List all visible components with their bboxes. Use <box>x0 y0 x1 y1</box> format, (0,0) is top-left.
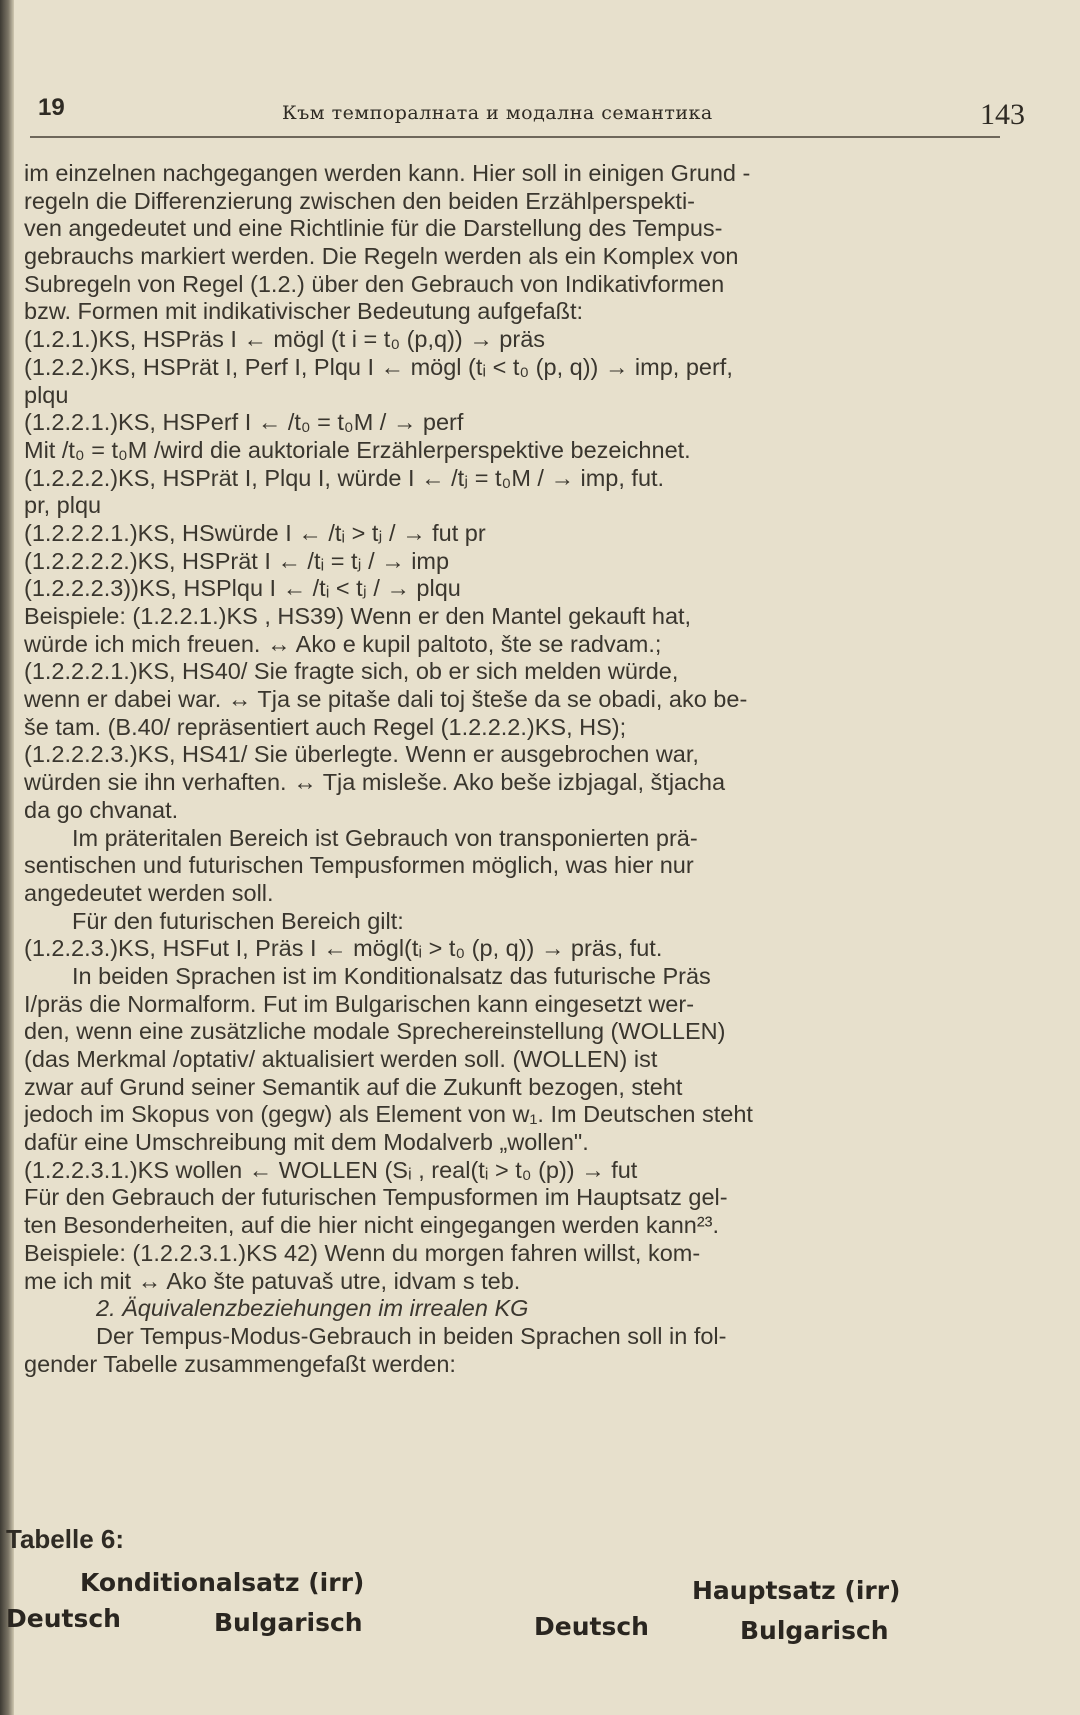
text-line: (1.2.2.2.1.)KS, HSwürde I ← /tᵢ > tⱼ / → fut pr <box>24 519 486 546</box>
text-line: würde ich mich freuen. ↔ Ako e kupil paltoto, šte se radvam.; <box>24 630 662 657</box>
text-line: gebrauchs markiert werden. Die Regeln werden als ein Komplex von <box>24 243 739 270</box>
text-line: Für den Gebrauch der futurischen Tempusformen im Hauptsatz gel- <box>24 1184 728 1211</box>
text-line: jedoch im Skopus von (gegw) als Element von w₁. Im Deutschen steht <box>24 1101 753 1128</box>
section-heading: 2. Äquivalenzbeziehungen im irrealen KG <box>96 1295 529 1322</box>
text-line: angedeutet werden soll. <box>24 879 274 906</box>
text-line: den, wenn eine zusätzliche modale Sprechereinstellung (WOLLEN) <box>24 1018 726 1045</box>
text-line: Für den futurischen Bereich gilt: <box>72 907 404 934</box>
text-line: ven angedeutet und eine Richtlinie für die Darstellung des Tempus- <box>24 215 723 242</box>
text-line: (1.2.2.2.3.)KS, HS41/ Sie überlegte. Wenn er ausgebrochen war, <box>24 741 699 768</box>
text-line: im einzelnen nachgegangen werden kann. Hier soll in einigen Grund - <box>24 160 751 186</box>
text-line: (1.2.2.2.3))KS, HSPlqu I ← /tᵢ < tⱼ / → plqu <box>24 575 461 602</box>
text-line: I/präs die Normalform. Fut im Bulgarischen kann eingesetzt wer- <box>24 990 695 1017</box>
table-col-bulgarisch: Bulgarisch <box>740 1616 889 1645</box>
text-line: (1.2.2.1.)KS, HSPerf I ← /t₀ = t₀M / → perf <box>24 409 464 436</box>
table-col-bulgarisch: Bulgarisch <box>214 1608 363 1637</box>
text-line: gender Tabelle zusammengefaßt werden: <box>24 1350 456 1377</box>
text-line: Der Tempus-Modus-Gebrauch in beiden Sprachen soll in fol- <box>96 1322 727 1349</box>
text-line: Beispiele: (1.2.2.1.)KS , HS39) Wenn er den Mantel gekauft hat, <box>24 603 692 629</box>
text-line: Beispiele: (1.2.2.3.1.)KS 42) Wenn du morgen fahren willst, kom- <box>24 1239 701 1266</box>
header-left-number: 19 <box>38 94 65 121</box>
text-line: da go chvanat. <box>24 796 179 823</box>
text-line: sentischen und futurischen Tempusformen möglich, was hier nur <box>24 852 694 879</box>
text-line: ten Besonderheiten, auf die hier nicht eingegangen werden kann²³. <box>24 1212 720 1239</box>
text-line: (1.2.2.3.1.)KS wollen ← WOLLEN (Sᵢ , real(tᵢ > t₀ (p)) → fut <box>24 1156 638 1183</box>
table-group-konditionalsatz: Konditionalsatz (irr) <box>80 1568 365 1597</box>
text-line: würden sie ihn verhaften. ↔ Tja mislеše. Ako beše izbjagal, štjacha <box>24 769 726 796</box>
text-line: zwar auf Grund seiner Semantik auf die Zukunft bezogen, steht <box>24 1073 683 1100</box>
table-group-hauptsatz: Hauptsatz (irr) <box>692 1576 901 1605</box>
running-header <box>30 88 1025 138</box>
text-line: Subregeln von Regel (1.2.) über den Gebrauch von Indikativformen <box>24 270 725 297</box>
table-col-deutsch: Deutsch <box>6 1604 121 1633</box>
text-line: (1.2.2.)KS, HSPrät I, Perf I, Plqu I ← mögl (tᵢ < t₀ (p, q)) → imp, perf, <box>24 353 733 380</box>
text-line: (1.2.2.2.1.)KS, HS40/ Sie fragte sich, ob er sich melden würde, <box>24 658 679 685</box>
text-line: regeln die Differenzierung zwischen den beiden Erzählperspekti- <box>24 187 696 214</box>
table-col-deutsch: Deutsch <box>534 1612 649 1641</box>
text-line: (1.2.1.)KS, HSPräs I ← mögl (t i = t₀ (p,q)) → präs <box>24 326 546 353</box>
running-title: Към темпоралната и модална семантика <box>282 102 713 124</box>
body-text <box>24 160 999 1378</box>
text-line: me ich mit ↔ Ako šte patuvaš utre, idvam s teb. <box>24 1267 521 1294</box>
text-line: (das Merkmal /optativ/ aktualisiert werden soll. (WOLLEN) ist <box>24 1046 658 1072</box>
text-line: pr, plqu <box>24 492 102 519</box>
text-line: (1.2.2.2.)KS, HSPrät I, Plqu I, würde I ← /tⱼ = t₀M / → imp, fut. <box>24 464 665 491</box>
table-label: Tabelle 6: <box>6 1524 125 1554</box>
text-line: dafür eine Umschreibung mit dem Modalverb „wollen". <box>24 1129 589 1156</box>
text-line: Im präteritalen Bereich ist Gebrauch von transponierten prä- <box>72 824 698 851</box>
text-line: In beiden Sprachen ist im Konditionalsatz das futurische Präs <box>72 962 711 989</box>
text-line: še tam. (B.40/ repräsentiert auch Regel (1.2.2.2.)KS, HS); <box>24 713 627 740</box>
text-line: (1.2.2.2.2.)KS, HSPrät I ← /tᵢ = tⱼ / → imp <box>24 547 450 574</box>
text-line: wenn er dabei war. ↔ Tja se pitaše dali toj šteše da se obadi, ako be- <box>24 686 748 713</box>
text-line: plqu <box>24 381 69 408</box>
page-number: 143 <box>980 98 1025 131</box>
text-line: bzw. Formen mit indikativischer Bedeutung aufgefaßt: <box>24 298 584 325</box>
text-line: (1.2.2.3.)KS, HSFut I, Präs I ← mögl(tᵢ > t₀ (p, q)) → präs, fut. <box>24 935 663 962</box>
book-spine-shadow <box>0 0 14 1715</box>
text-line: Mit /t₀ = t₀M /wird die auktoriale Erzählerperspektive bezeichnet. <box>24 436 691 463</box>
